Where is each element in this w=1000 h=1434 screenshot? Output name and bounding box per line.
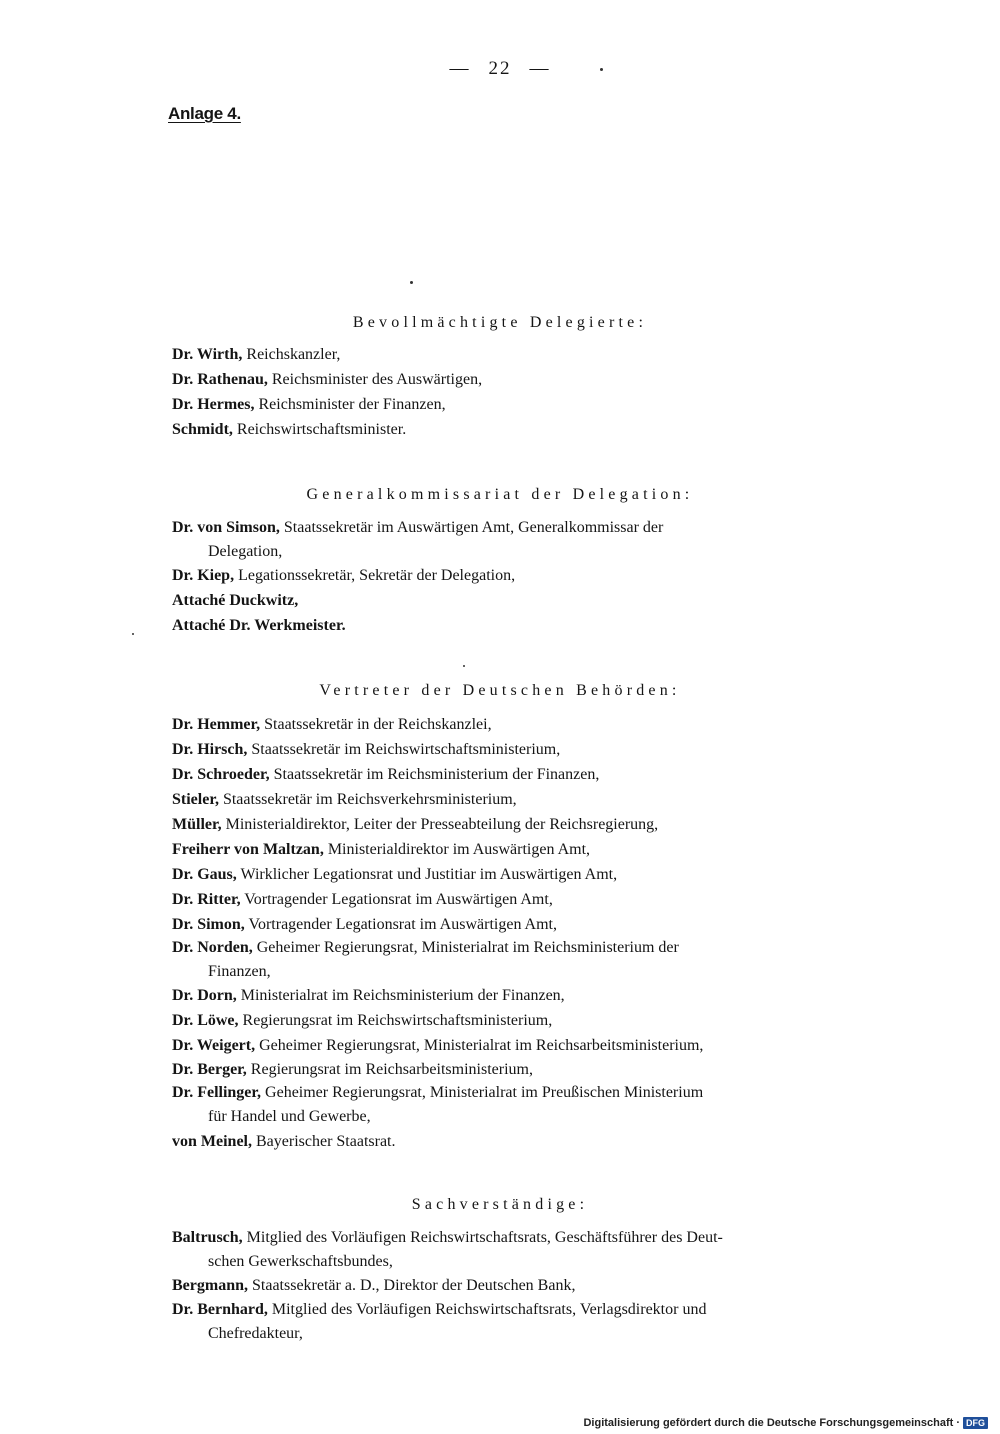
list-item: Dr. Simon, Vortragender Legationsrat im Auswärtigen Amt,	[172, 916, 557, 933]
list-item: Dr. Fellinger, Geheimer Regierungsrat, Ministerialrat im Preußischen Ministerium für Handel und Gewerbe,	[172, 1084, 704, 1125]
list-item: Dr. Berger, Regierungsrat im Reichsarbeitsministerium,	[172, 1061, 533, 1078]
list-item: Dr. Löwe, Regierungsrat im Reichswirtschaftsministerium,	[172, 1012, 553, 1029]
list-item: Dr. Hemmer, Staatssekretär in der Reichskanzlei,	[172, 716, 492, 733]
section-heading-authorities: Vertreter der Deutschen Behörden:	[319, 682, 681, 699]
list-item: Baltrusch, Mitglied des Vorläufigen Reichswirtschaftsrats, Geschäftsführer des Deut- schen Gewerkschaftsbundes,	[172, 1229, 723, 1270]
list-item: Dr. Schroeder, Staatssekretär im Reichsministerium der Finanzen,	[172, 766, 600, 783]
scan-speck	[463, 665, 465, 667]
list-item: Dr. Gaus, Wirklicher Legationsrat und Justitiar im Auswärtigen Amt,	[172, 866, 618, 883]
dfg-logo: DFG	[963, 1417, 988, 1429]
list-item: Dr. Weigert, Geheimer Regierungsrat, Ministerialrat im Reichsarbeitsministerium,	[172, 1037, 704, 1054]
list-item: Dr. Hirsch, Staatssekretär im Reichswirtschaftsministerium,	[172, 741, 561, 758]
section-heading-delegates: Bevollmächtigte Delegierte:	[352, 314, 648, 331]
list-item: Dr. Ritter, Vortragender Legationsrat im Auswärtigen Amt,	[172, 891, 553, 908]
page-number-dash-left: —	[449, 58, 471, 79]
list-item: Bergmann, Staatssekretär a. D., Direktor der Deutschen Bank,	[172, 1277, 576, 1294]
list-item: Attaché Dr. Werkmeister.	[172, 617, 346, 634]
list-item: Dr. Hermes, Reichsminister der Finanzen,	[172, 396, 446, 413]
section-heading-general-commission: Generalkommissariat der Delegation:	[306, 486, 694, 503]
scan-speck	[132, 633, 134, 635]
list-item: Schmidt, Reichswirtschaftsminister.	[172, 421, 407, 438]
list-item: Dr. von Simson, Staatssekretär im Auswärtigen Amt, Generalkommissar der Delegation,	[172, 519, 664, 560]
page-number: 22	[488, 58, 512, 79]
list-item: Dr. Norden, Geheimer Regierungsrat, Ministerialrat im Reichsministerium der Finanzen,	[172, 939, 679, 980]
scan-speck	[410, 281, 413, 284]
digitization-credit	[583, 1417, 988, 1429]
list-item: Attaché Duckwitz,	[172, 592, 299, 609]
credit-text: Digitalisierung gefördert durch die Deutsche Forschungsgemeinschaft ·	[583, 1417, 960, 1429]
list-item: Dr. Bernhard, Mitglied des Vorläufigen Reichswirtschaftsrats, Verlagsdirektor und Chefredakteur,	[172, 1301, 707, 1342]
list-item: Dr. Wirth, Reichskanzler,	[172, 346, 341, 363]
list-item: Dr. Rathenau, Reichsminister des Auswärtigen,	[172, 371, 483, 388]
list-item: Dr. Dorn, Ministerialrat im Reichsministerium der Finanzen,	[172, 987, 565, 1004]
page-number-dash-right: —	[529, 58, 551, 79]
list-item: Dr. Kiep, Legationssekretär, Sekretär der Delegation,	[172, 567, 516, 584]
page-number-line	[0, 58, 1000, 80]
annex-title: Anlage 4.	[168, 104, 241, 123]
scan-speck	[600, 68, 603, 71]
list-item: Freiherr von Maltzan, Ministerialdirektor im Auswärtigen Amt,	[172, 841, 591, 858]
list-item: Müller, Ministerialdirektor, Leiter der Presseabteilung der Reichsregierung,	[172, 816, 659, 833]
section-heading-experts: Sachverständige:	[411, 1196, 589, 1213]
list-item: Stieler, Staatssekretär im Reichsverkehrsministerium,	[172, 791, 517, 808]
list-item: von Meinel, Bayerischer Staatsrat.	[172, 1133, 396, 1150]
